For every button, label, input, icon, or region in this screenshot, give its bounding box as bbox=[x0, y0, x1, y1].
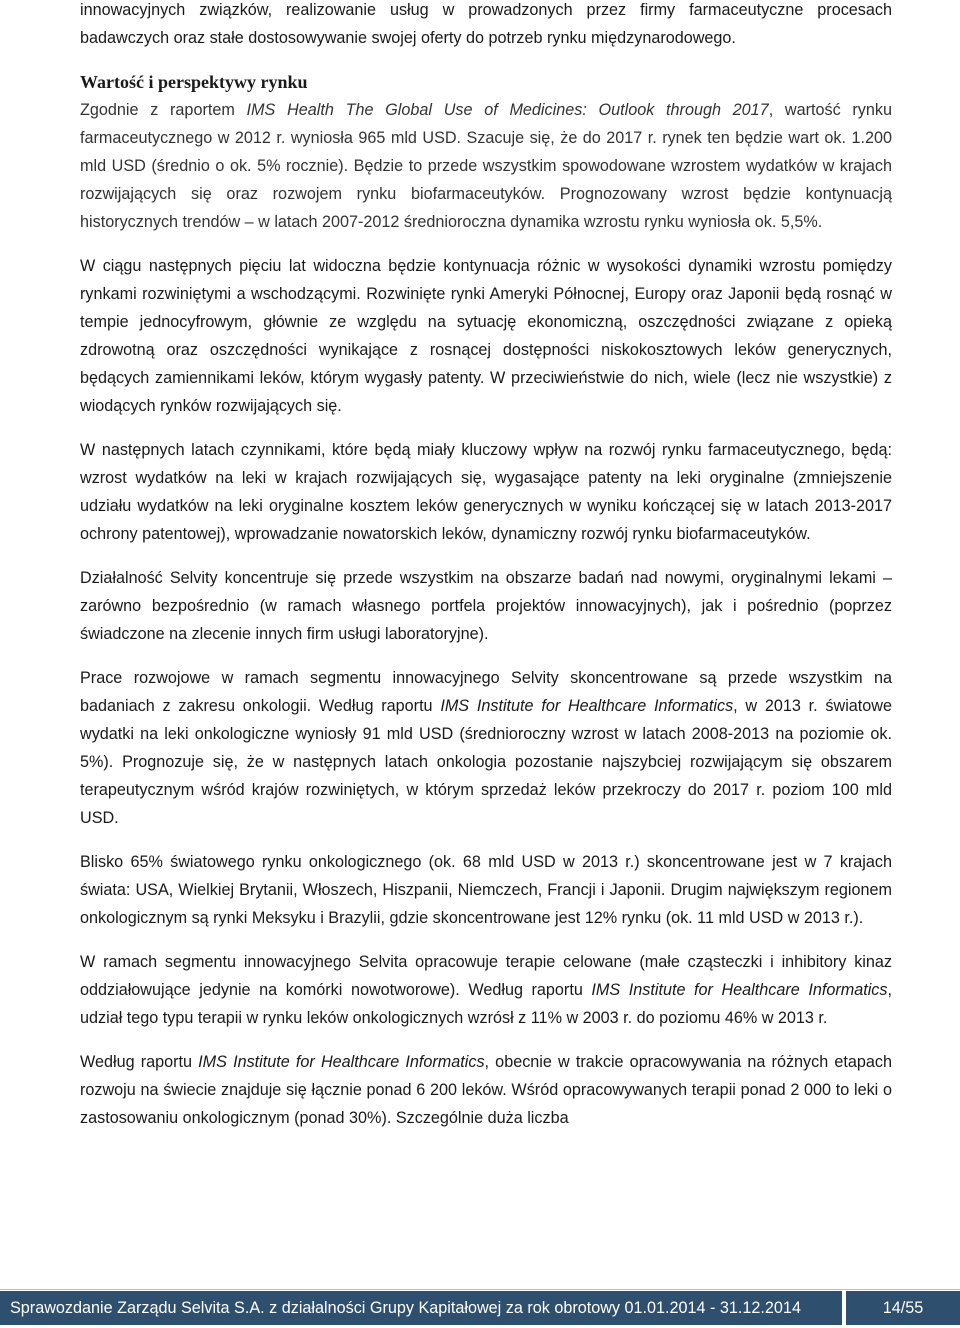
text-run: , obecnie w trakcie opracowywania na różnych etapach rozwoju na świecie znajduje się łącznie ponad 6 200 leków. Wśród opracowywanych terapii ponad 2 000 to leki o zastosowaniu onkologicznym (ponad 30%). Szczególnie duża liczba bbox=[80, 1053, 892, 1127]
text-run: , udział tego typu terapii w rynku leków onkologicznych wzrósł z 11% w 2003 r. do poziomu 46% w 2013 r. bbox=[80, 981, 892, 1027]
paragraph-selvita-activity: Działalność Selvity koncentruje się przede wszystkim na obszarze badań nad nowymi, oryginalnymi lekami – zarówno bezpośrednio (w ramach własnego portfela projektów innowacyjnych), jak i pośrednio (poprzez świadczone na zlecenie innych firm usługi laboratoryjne). bbox=[80, 569, 892, 643]
footer-title: Sprawozdanie Zarządu Selvita S.A. z działalności Grupy Kapitałowej za rok obrotowy 01.01.2014 - 31.12.2014 bbox=[0, 1291, 842, 1325]
report-title: IMS Health The Global Use of Medicines: Outlook through 2017 bbox=[246, 101, 769, 119]
text-run: Prace rozwojowe w ramach segmentu innowacyjnego Selvity skoncentrowane są przede wszystkim na badaniach z zakresu onkologii. Według raportu bbox=[80, 669, 892, 715]
report-title: IMS Institute for Healthcare Informatics bbox=[440, 697, 734, 715]
paragraph-growth-differences: W ciągu następnych pięciu lat widoczna będzie kontynuacja różnic w wysokości dynamiki wzrostu pomiędzy rynkami rozwiniętymi a wschodzącymi. Rozwinięte rynki Ameryki Północnej, Europy oraz Japonii będą rosnąć w tempie jednocyfrowym, głównie ze względu na sytuację ekonomiczną, oszczędności związane z opieką zdrowotną oraz oszczędności wynikające z rosnącej dostępności niskokosztowych leków generycznych, będących zamiennikami leków, którym wygasły patenty. W przeciwieństwie do nich, wiele (lecz nie wszystkie) z wiodących rynków rozwijających się. bbox=[80, 257, 892, 415]
text-run: Zgodnie z raportem bbox=[80, 101, 247, 119]
paragraph-key-factors: W następnych latach czynnikami, które będą miały kluczowy wpływ na rozwój rynku farmaceutycznego, będą: wzrost wydatków na leki w krajach rozwijających się, wygasające patenty na leki oryginalne (zmniejszenie udziału wydatków na leki oryginalne kosztem leków generycznych w wyniku kończącej się w latach 2013-2017 ochrony patentowej), wprowadzanie nowatorskich leków, dynamiczny rozwój rynku biofarmaceutyków. bbox=[80, 441, 892, 543]
footer-divider bbox=[0, 1289, 960, 1290]
page-number: 14/55 bbox=[846, 1291, 960, 1325]
text-run: , wartość rynku farmaceutycznego w 2012 r. wyniosła 965 mld USD. Szacuje się, że do 2017 r. rynek ten będzie wart ok. 1.200 mld USD (średnio o ok. 5% rocznie). Będzie to przede wszystkim spowodowane wzrostem wydatków w krajach rozwijających się oraz rozwojem rynku biofarmaceutyków. Prognozowany wzrost będzie kontynuacją historycznych trendów – w latach 2007-2012 średnioroczna dynamika wzrostu rynku wyniosła ok. 5,5%. bbox=[80, 101, 892, 231]
text-run: , w 2013 r. światowe wydatki na leki onkologiczne wyniosły 91 mld USD (średnioroczny wzrost w latach 2008-2013 na poziomie ok. 5%). Prognozuje się, że w następnych latach onkologia pozostanie najszybciej rozwijającym się obszarem terapeutycznym wśród krajów rozwiniętych, w którym sprzedaż leków przekroczy do 2017 r. poziom 100 mld USD. bbox=[80, 697, 892, 827]
paragraph-oncology-spending bbox=[80, 664, 892, 832]
document-body bbox=[80, 0, 892, 1132]
paragraph-oncology-market-share: Blisko 65% światowego rynku onkologicznego (ok. 68 mld USD w 2013 r.) skoncentrowane jest w 7 krajach świata: USA, Wielkiej Brytanii, Włoszech, Hiszpanii, Niemczech, Francji i Japonii. Drugim największym regionem onkologicznym są rynki Meksyku i Brazylii, gdzie skoncentrowane jest 12% rynku (ok. 11 mld USD w 2013 r.). bbox=[80, 853, 892, 927]
report-title: IMS Institute for Healthcare Informatics bbox=[198, 1053, 485, 1071]
paragraph-targeted-therapies bbox=[80, 948, 892, 1032]
text-run: Według raportu bbox=[80, 1053, 199, 1071]
paragraph-continuation: innowacyjnych związków, realizowanie usług w prowadzonych przez firmy farmaceutyczne procesach badawczych oraz stałe dostosowywanie swojej oferty do potrzeb rynku międzynarodowego. bbox=[80, 1, 892, 47]
paragraph-drugs-in-development bbox=[80, 1048, 892, 1132]
section-heading: Wartość i perspektywy rynku bbox=[80, 72, 308, 92]
report-title: IMS Institute for Healthcare Informatics bbox=[591, 981, 888, 999]
text-run: W ramach segmentu innowacyjnego Selvita opracowuje terapie celowane (małe cząsteczki i inhibitory kinaz oddziałowujące jedynie na komórki nowotworowe). Według raportu bbox=[80, 953, 892, 999]
paragraph-market-value bbox=[80, 96, 892, 236]
